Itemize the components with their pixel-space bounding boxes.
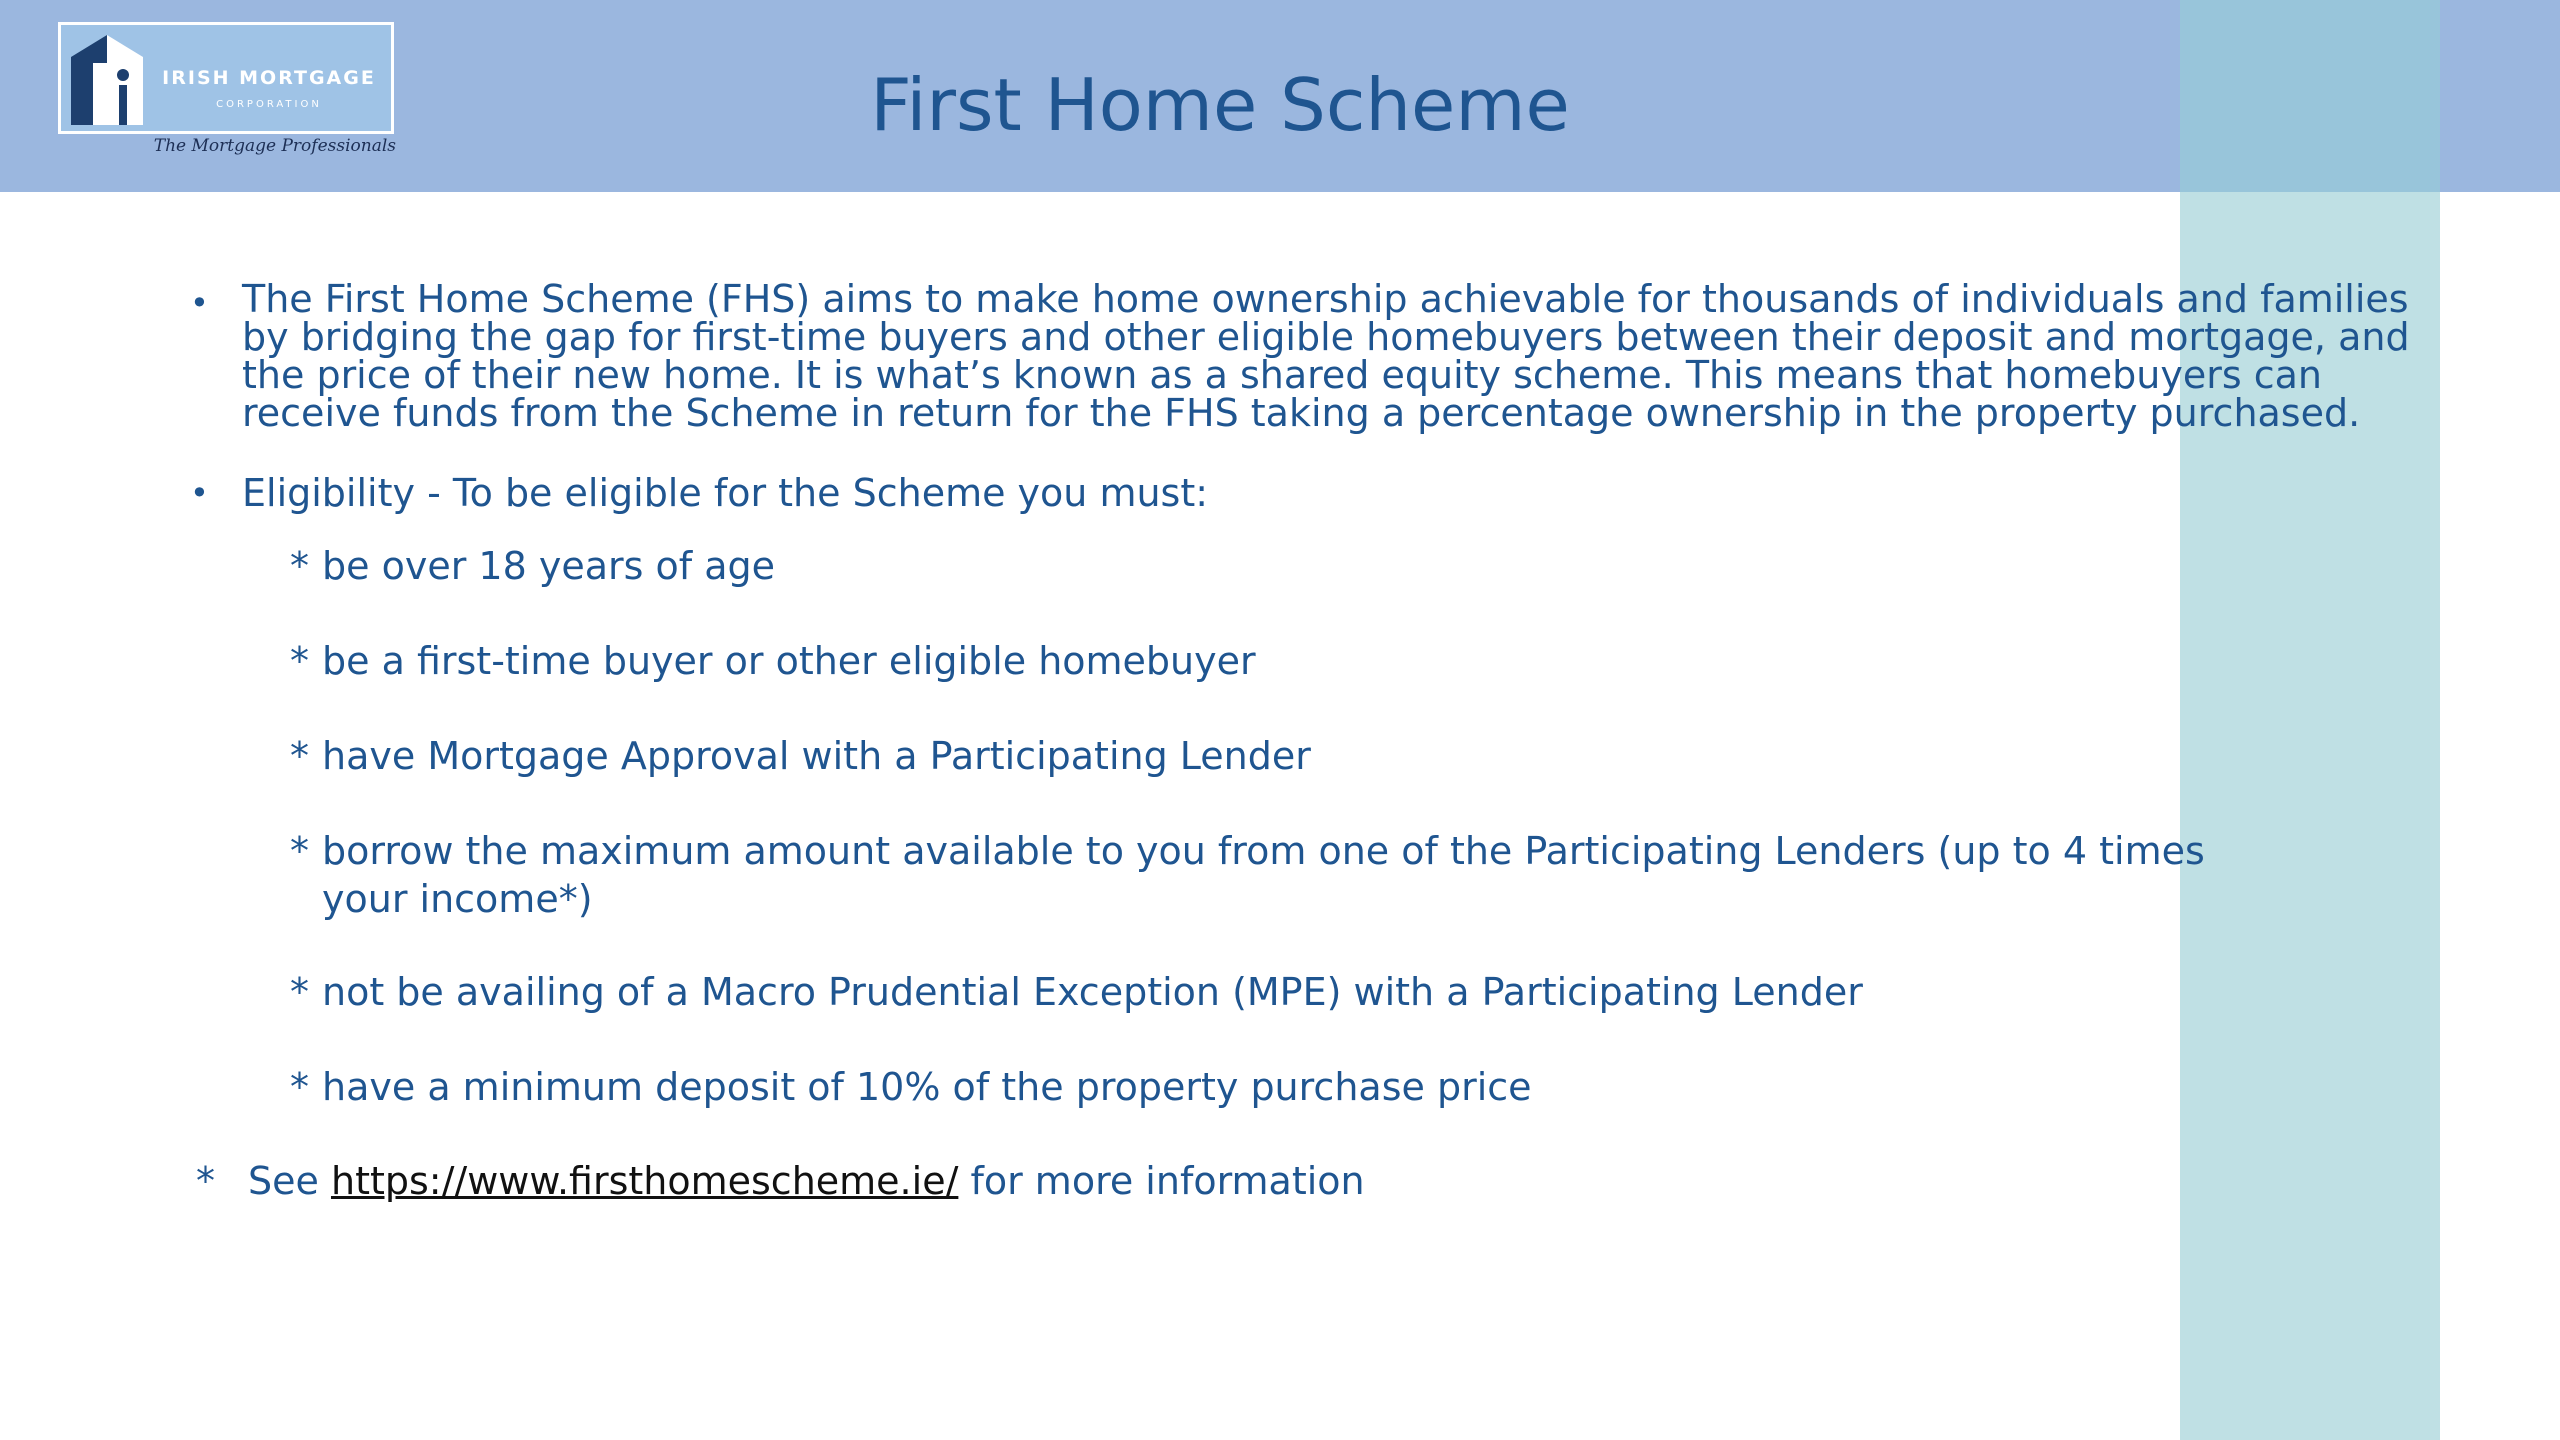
asterisk-icon: * xyxy=(290,970,309,1014)
asterisk-icon: * xyxy=(196,1159,215,1203)
list-item-text: not be availing of a Macro Prudential Exception (MPE) with a Participating Lender xyxy=(322,970,1863,1014)
asterisk-icon: * xyxy=(290,639,309,683)
list-item-text: be a first-time buyer or other eligible homebuyer xyxy=(322,639,1256,683)
see-prefix: See xyxy=(248,1159,319,1203)
bullet-dot-icon: • xyxy=(190,284,209,322)
asterisk-icon: * xyxy=(290,1065,309,1109)
logo-box xyxy=(58,22,394,134)
slide-title: First Home Scheme xyxy=(870,63,1570,147)
scheme-website-link[interactable]: https://www.firsthomescheme.ie/ xyxy=(330,1159,959,1203)
list-item xyxy=(290,827,2302,923)
list-item-text: have Mortgage Approval with a Participating Lender xyxy=(322,734,1311,778)
list-item xyxy=(290,542,2302,590)
slide-content xyxy=(190,277,2410,1206)
eligibility-bullet xyxy=(190,464,2340,522)
list-item xyxy=(290,1063,2302,1111)
list-item xyxy=(290,968,2302,1016)
asterisk-icon: * xyxy=(290,734,309,778)
intro-bullet xyxy=(190,277,2422,435)
list-item-text: have a minimum deposit of 10% of the property purchase price xyxy=(322,1065,1532,1109)
logo-name: IRISH MORTGAGE xyxy=(162,67,376,89)
more-info-line xyxy=(190,1156,2340,1206)
eligibility-list xyxy=(290,542,2340,1111)
house-with-figure-icon xyxy=(67,29,147,129)
list-item-text: be over 18 years of age xyxy=(322,544,775,588)
eligibility-heading: Eligibility - To be eligible for the Scheme you must: xyxy=(242,471,1209,515)
intro-text: The First Home Scheme (FHS) aims to make home ownership achievable for thousands of individuals and families by bridging the gap for first-time buyers and other eligible homebuyers between their deposit and mortgage, and the price of their new home. It is what’s known as a shared equity scheme. This means that homebuyers can receive funds from the Scheme in return for the FHS taking a percentage ownership in the property purchased. xyxy=(242,277,2410,435)
logo-tagline: The Mortgage Professionals xyxy=(153,136,396,156)
list-item xyxy=(290,732,2302,780)
accent-column-top xyxy=(2180,0,2440,192)
company-logo xyxy=(58,22,398,168)
logo-subtitle: CORPORATION xyxy=(216,99,322,110)
asterisk-icon: * xyxy=(290,544,309,588)
bullet-dot-icon: • xyxy=(190,474,209,512)
list-item-text: borrow the maximum amount available to you from one of the Participating Lenders (up to 4 times your income*) xyxy=(322,829,2205,921)
list-item xyxy=(290,637,2302,685)
see-suffix: for more information xyxy=(970,1159,1365,1203)
asterisk-icon: * xyxy=(290,829,309,873)
